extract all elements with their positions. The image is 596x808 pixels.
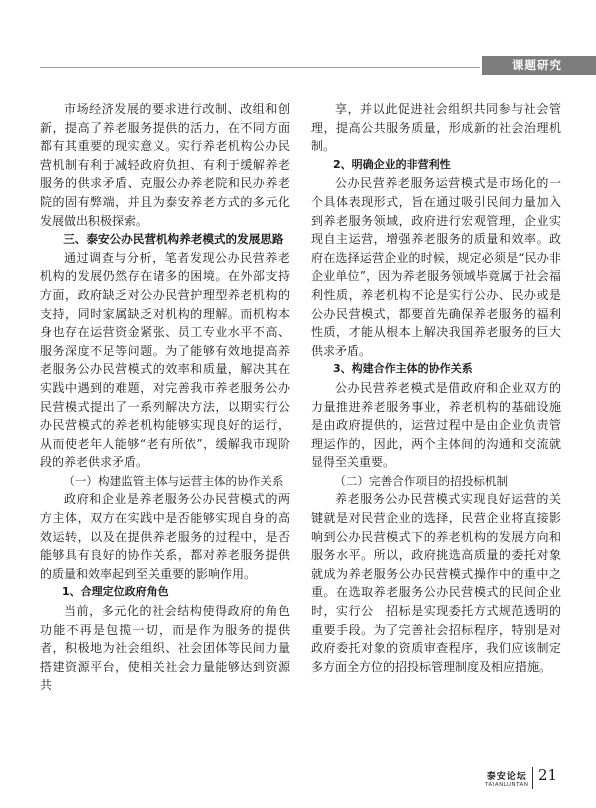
section-tag: 课题研究 <box>482 56 596 75</box>
subsection-heading: （一）构建监管主体与运营主体的协作关系 <box>63 473 284 488</box>
page-number: 21 <box>538 766 558 784</box>
header-rule <box>40 67 480 68</box>
left-column <box>40 100 290 695</box>
right-column <box>311 100 561 676</box>
section-heading: 三、泰安公办民营机构养老模式的发展思路 <box>63 232 284 247</box>
paragraph: 公办民营养老服务运营模式是市场化的一个具体表现形式，旨在通过吸引民间力量加入到养老服务领域，政府进行宏观管理，企业实现自主运营，增强养老服务的质量和效率。政府在选择运营企业的时候，规定必须是“民办非企业单位”，因为养老服务领域毕竟属于社会福利性质，养老机构不论是实行公办、民办或是公办民营模式，都要首先确保养老服务的福利性质，才能从根本上解决我国养老服务的巨大供求矛盾。 <box>311 176 561 358</box>
minor-heading: 2、明确企业的非营利性 <box>333 157 451 171</box>
journal-logo-english: TAIANLUNTAN <box>485 782 529 788</box>
paragraph: 通过调查与分析，笔者发现公办民营养老机构的发展仍然存在诸多的困境。在外部支持方面，政府缺乏对公办民营护理型养老机构的支持，同时家属缺乏对机构的理解。而机构本身也存在运营资金紧张、员工专业水平不高、服务深度不足等问题。为了能够有效地提高养老服务公办民营模式的效率和质量，解决其在实践中遇到的难题，对完善我市养老服务公办民营模式提出了一系列解决方法，以期实行公办民营模式的养老机构能够实现良好的运行，从而使老年人能够“老有所依”，缓解我市现阶段的养老供求矛盾。 <box>40 250 290 470</box>
journal-logo <box>485 769 528 788</box>
paragraph-continued: 享，并以此促进社会组织共同参与社会管理，提高公共服务质量，形成新的社会治理机制。 <box>311 102 561 154</box>
minor-heading: 1、合理定位政府角色 <box>62 585 169 599</box>
footer-divider <box>532 767 533 789</box>
paragraph-continued: 市场经济发展的要求进行改制、改组和创新，提高了养老服务提供的活力，在不同方面都有其重要的现实意义。实行养老机构公办民营机制有利于减轻政府负担、有利于缓解养老服务的供求矛盾、克服公办养老院和民办养老院的固有弊端，并且为泰安养老方式的多元化发展做出积极探索。 <box>40 102 290 228</box>
subsection-heading: （二）完善合作项目的招投标机制 <box>334 473 509 488</box>
paragraph: 公办民营养老模式是借政府和企业双方的力量推进养老服务事业，养老机构的基础设施是由政府提供的，运营过程中是由企业负责管理运作的，因此，两个主体间的沟通和交流就显得至关重要。 <box>311 380 561 470</box>
paragraph: 政府和企业是养老服务公办民营模式的两方主体，双方在实践中是否能够实现自身的高效运转，以及在提供养老服务的过程中，是否能够具有良好的协作关系，都对养老服务提供的质量和效率起到至关重要的影响作用。 <box>40 492 290 581</box>
paragraph: 当前，多元化的社会结构使得政府的角色功能不再是包揽一切，而是作为服务的提供者，积极地为社会组织、社会团体等民间力量搭建资源平台，使相关社会力量能够达到资源共 <box>40 604 290 693</box>
journal-logo-chinese: 泰安论坛 <box>486 772 527 782</box>
minor-heading: 3、构建合作主体的协作关系 <box>333 362 473 376</box>
paragraph: 养老服务公办民营模式实现良好运营的关键就是对民营企业的选择，民营企业将直接影响到公办民营模式下的养老机构的发展方向和服务水平。所以，政府挑选高质量的委托对象就成为养老服务公办民营模式操作中的重中之重。在选取养老服务公办民营模式的民间企业时，实行公 招标是实现委托方式规范透明的重要手段。为了完善社会招标程序，特别是对政府委托对象的资质审查程序，我们应该制定多方面全方位的招投标管理制度及相应措施。 <box>311 492 561 674</box>
